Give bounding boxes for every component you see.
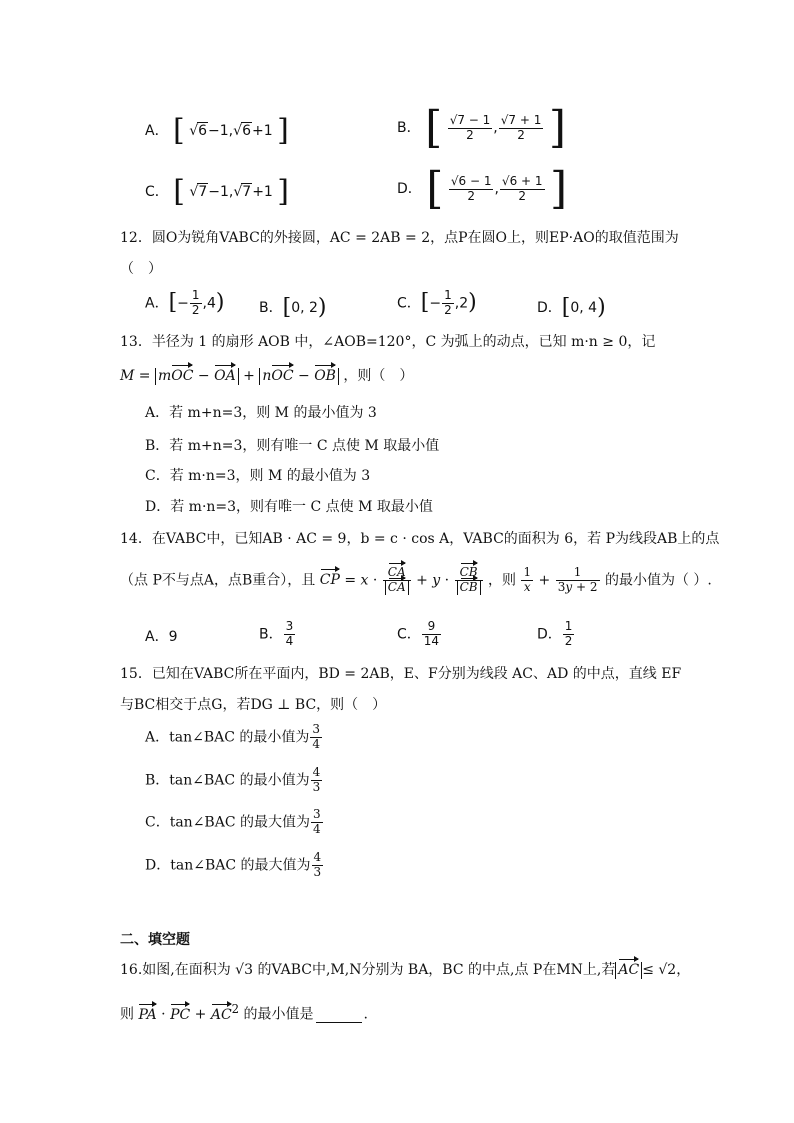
q14-option-b: B． $\frac{3}{4}$ [259,619,294,648]
q11-option-c: C． [ √7−1,√7+1 ] [145,174,289,209]
q13-option-b: B．若 m+n=3，则有唯一 C 点使 M 取最小值 [145,438,440,454]
q13-stem: 13．半径为 1 的扇形 AOB 中，∠AOB=120°，C 为弧上的动点，已知 m·n ≥ 0，记 [120,334,656,350]
answer-blank[interactable] [316,1021,362,1023]
q13-option-c: C．若 m·n=3，则 M 的最小值为 3 [145,468,371,484]
q14-stem: 14．在VABC中，已知AB · AC = 9，b = c · cos A，VABC的面积为 6，若 P为线段AB上的点 [120,531,720,547]
q14-condition: （点 P不与点A，点B重合），且 CP = x · $\frac{CA}{CA}$ + y · $\frac{CB}{CB}$ ，则 $\frac{1}{x}$ + $\frac{1}{3y + 2}$ 的最小值为（ ）. [120,565,712,594]
q11-option-a: A． [ √6−1,√6+1 ] [145,113,289,148]
q15-stem: 15．已知在VABC所在平面内，BD = 2AB，E、F分别为线段 AC、AD 的中点，直线 EF [120,666,682,682]
section-title-fill-in: 二、填空题 [120,932,190,948]
q12-stem: 12．圆O为锐角VABC的外接圆，AC = 2AB = 2，点P在圆O上，则EP·AO的取值范围为 [120,230,679,246]
q15-option-c: C．tan∠BAC 的最大值为 $\frac{3}{4}$ [145,807,321,836]
q14-option-d: D． $\frac{1}{2}$ [537,619,573,648]
q13-option-d: D．若 m·n=3，则有唯一 C 点使 M 取最小值 [145,499,433,515]
q12-paren: （ ） [120,261,162,277]
q12-option-b: B．[0, 2) [259,295,327,320]
q13-option-a: A．若 m+n=3，则 M 的最小值为 3 [145,405,377,421]
q15-option-a: A．tan∠BAC 的最小值为 $\frac{3}{4}$ [145,722,321,751]
q12-option-d: D．[0, 4) [537,295,606,320]
q14-option-a: A．9 [145,629,178,645]
q15-option-b: B．tan∠BAC 的最小值为 $\frac{4}{3}$ [145,765,321,794]
q11-option-b: B． [ $\frac{√7 - 1}{2}$ , $\frac{√7 + 1}{2}$ ] [397,102,566,153]
q16-stem: 16.如图,在面积为 √3 的VABC中,M,N分别为 BA，BC 的中点,点 P在MN上,若 AC ≤ √2， [120,962,691,978]
q15-stem-cont: 与BC相交于点G，若DG ⊥ BC，则（ ） [120,697,387,713]
q14-option-c: C． $\frac{9}{14}$ [397,619,440,648]
q12-option-a: A．[− $\frac{1}{2}$ ,4) [145,288,225,317]
q16-question: 则 PA · PC + $AC^2$ 的最小值是 . [120,1002,368,1023]
q15-option-d: D．tan∠BAC 的最大值为 $\frac{4}{3}$ [145,850,322,879]
q11-option-d: D． [ $\frac{√6 - 1}{2}$ , $\frac{√6 + 1}{2}$ ] [397,163,568,214]
q12-option-c: C．[− $\frac{1}{2}$ ,2) [397,288,477,317]
q13-expression: M = mOC − OA + nOC − OB ，则（ ） [120,368,414,384]
